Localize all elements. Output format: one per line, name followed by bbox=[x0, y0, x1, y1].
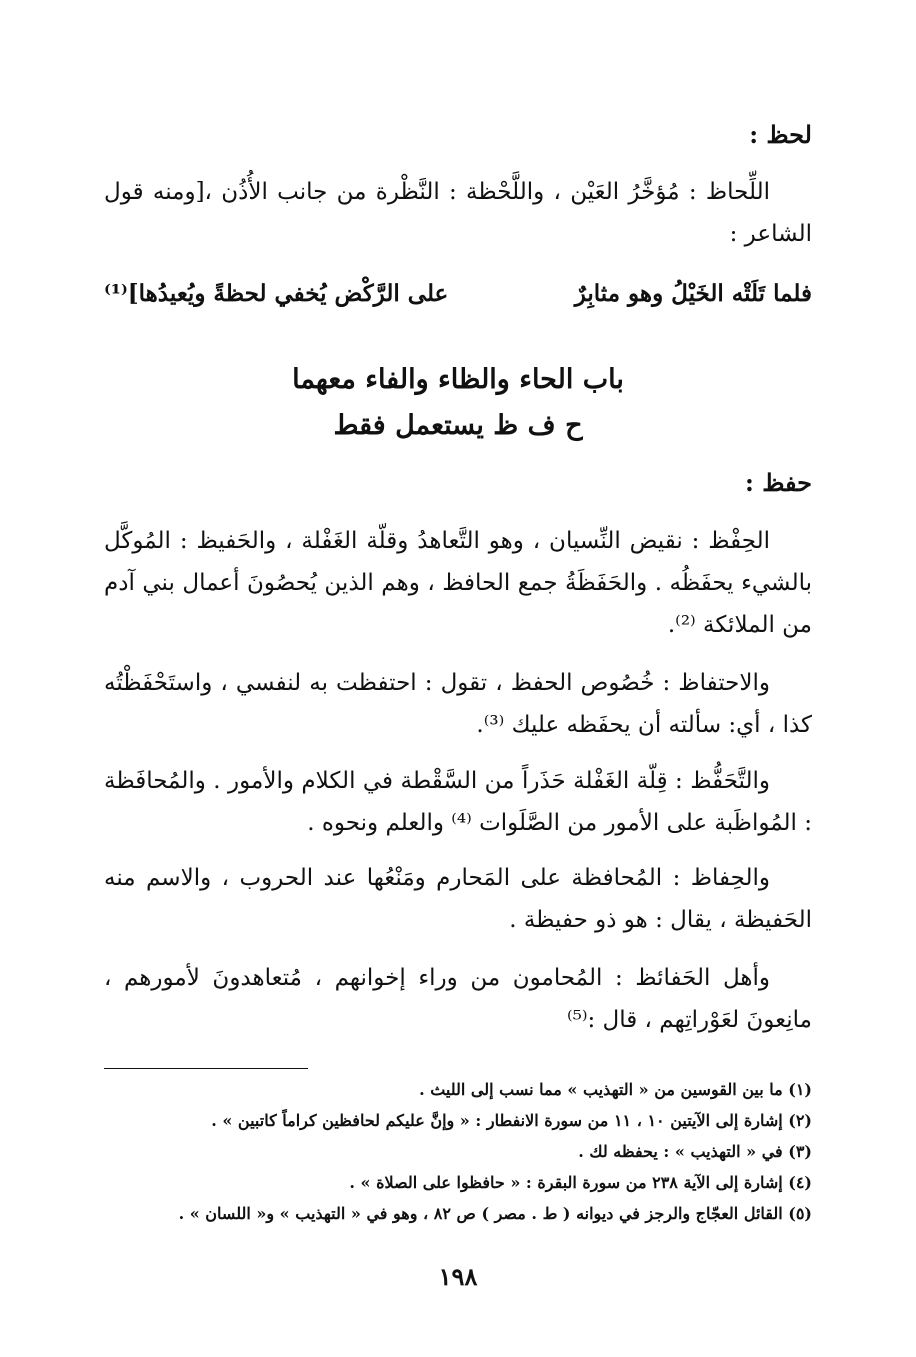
verse-first-hemistich: فلما تَلَتْه الخَيْلُ وهو مثابِرٌ bbox=[574, 280, 812, 307]
footnote-3: (٣) في « التهذيب » : يحفظه لك . bbox=[578, 1142, 812, 1161]
paragraph-tahaffuz: والتَّحَفُّظ : قِلّة الغَفْلة حَذَراً من السَّقْطة في الكلام والأمور . والمُحافَظة : المُواظَبة على الأمور من الصَّلَوات ⁽⁴⁾ والعلم ونحوه . bbox=[104, 768, 812, 836]
footnote-2: (٢) إشارة إلى الآيتين ١٠ ، ١١ من سورة الانفطار : « وإنَّ عليكم لحافظين كراماً كاتبين » . bbox=[211, 1111, 812, 1130]
poem-verse bbox=[104, 280, 812, 307]
entry-heading-hafz: حفظ : bbox=[745, 468, 812, 497]
footnote-divider bbox=[104, 1068, 308, 1069]
paragraph-hifaz: والحِفاظ : المُحافظة على المَحارم ومَنْعُها عند الحروب ، والاسم منه الحَفيظة ، يقال : هو ذو حفيظة . bbox=[104, 865, 812, 933]
footnote-4: (٤) إشارة إلى الآية ٢٣٨ من سورة البقرة : « حافظوا على الصلاة » . bbox=[349, 1173, 812, 1192]
paragraph-hifz: الحِفْظ : نقيض النِّسيان ، وهو التَّعاهدُ وقلّة الغَفْلة ، والحَفيظ : المُوكَّل بالشيء يحفَظُه . والحَفَظَةُ جمع الحافظ ، وهم الذين يُحصُونَ أعمال بني آدم من الملائكة ⁽²⁾. bbox=[104, 528, 812, 638]
chapter-title: باب الحاء والظاء والفاء معهما bbox=[292, 364, 624, 395]
entry-heading-lahz: لحظ : bbox=[749, 120, 812, 149]
footnote-5: (٥) القائل العجّاج والرجز في ديوانه ( ط . مصر ) ص ٨٢ ، وهو في « التهذيب » و« اللسان » . bbox=[178, 1204, 812, 1223]
entry-text-lahz: اللِّحاظ : مُؤخَّرُ العَيْن ، واللَّحْظة : النَّظْرة من جانب الأُذُن ،[ومنه قول الشاعر : bbox=[104, 179, 812, 247]
paragraph-hafaiz: وأهل الحَفائظ : المُحامون من وراء إخوانهم ، مُتعاهدونَ لأمورهم ، مانِعونَ لعَوْراتِهم ، قال :⁽⁵⁾ bbox=[104, 965, 812, 1033]
footnotes bbox=[104, 1074, 812, 1229]
footnote-1: (١) ما بين القوسين من « التهذيب » مما نسب إلى الليث . bbox=[419, 1080, 812, 1099]
chapter-subtitle: ح ف ظ يستعمل فقط bbox=[333, 410, 583, 441]
paragraph-ihtifaz: والاحتفاظ : خُصُوص الحفظ ، تقول : احتفظت به لنفسي ، واستَحْفَظْتُه كذا ، أي: سألته أن يحفَظه عليك ⁽³⁾. bbox=[104, 670, 812, 738]
verse-second-hemistich: على الرَّكْض يُخفي لحظةً ويُعيدُها]⁽¹⁾ bbox=[104, 280, 449, 307]
page-number: ١٩٨ bbox=[438, 1262, 478, 1291]
